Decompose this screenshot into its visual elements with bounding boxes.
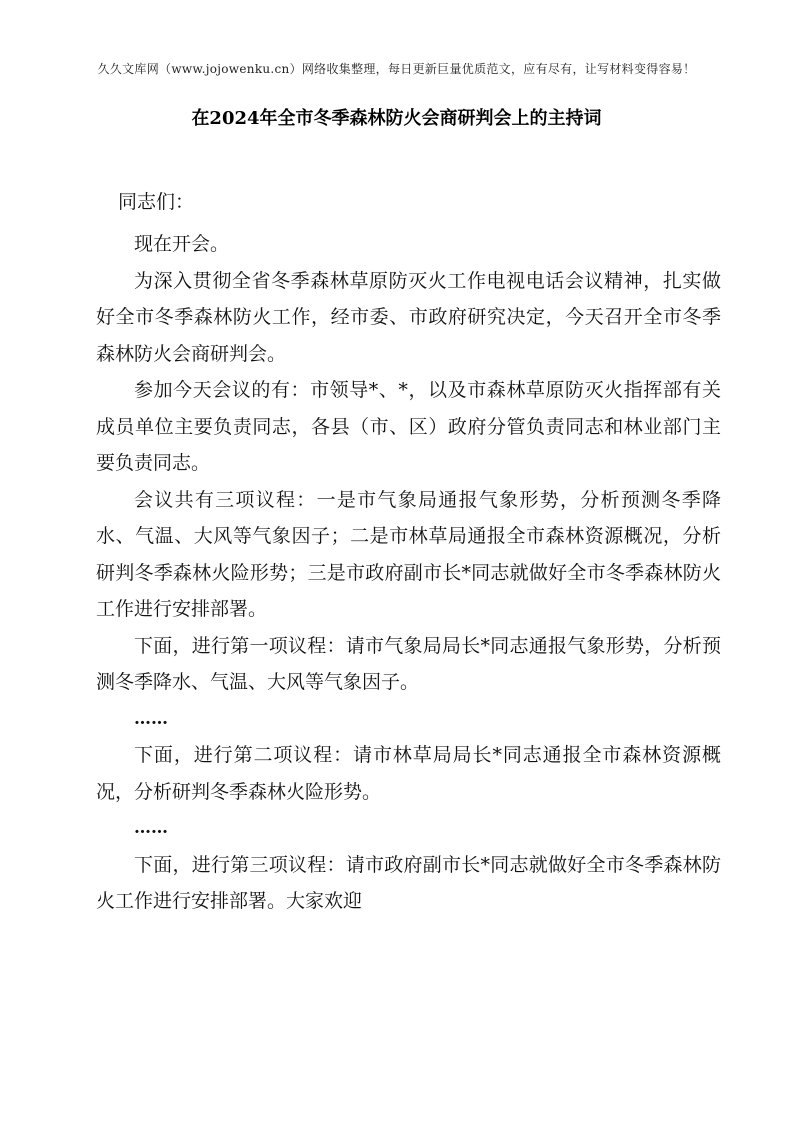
paragraph-agenda-item-3: 下面，进行第三项议程：请市政府副市长*同志就做好全市冬季森林防火工作进行安排部署。大家欢迎 [96,853,721,912]
ellipsis-1: …… [134,708,168,729]
document-body [96,226,721,920]
paragraph-purpose: 为深入贯彻全省冬季森林草原防灭火工作电视电话会议精神，扎实做好全市冬季森林防火工作，经市委、市政府研究决定，今天召开全市冬季森林防火会商研判会。 [96,269,721,365]
paragraph-attendees: 参加今天会议的有：市领导*、*，以及市森林草原防灭火指挥部有关成员单位主要负责同志，各县（市、区）政府分管负责同志和林业部门主要负责同志。 [96,379,721,474]
paragraph-agenda-item-2: 下面，进行第二项议程：请市林草局局长*同志通报全市森林资源概况，分析研判冬季森林火险形势。 [96,744,721,803]
site-header-notice: 久久文库网（www.jojowenku.cn）网络收集整理，每日更新巨量优质范文，应有尽有，让写材料变得容易！ [97,62,696,76]
salutation: 同志们： [118,191,195,213]
paragraph-agenda-item-1: 下面，进行第一项议程：请市气象局局长*同志通报气象形势，分析预测冬季降水、气温、大风等气象因子。 [96,634,721,693]
paragraph-agenda: 会议共有三项议程：一是市气象局通报气象形势，分析预测冬季降水、气温、大风等气象因子；二是市林草局通报全市森林资源概况，分析研判冬季森林火险形势；三是市政府副市长*同志就做好全市冬季森林防火工作进行安排部署。 [96,488,721,620]
paragraph-opening: 现在开会。 [134,233,230,255]
ellipsis-2: …… [134,818,168,838]
document-title: 在2024年全市冬季森林防火会商研判会上的主持词 [191,108,602,129]
